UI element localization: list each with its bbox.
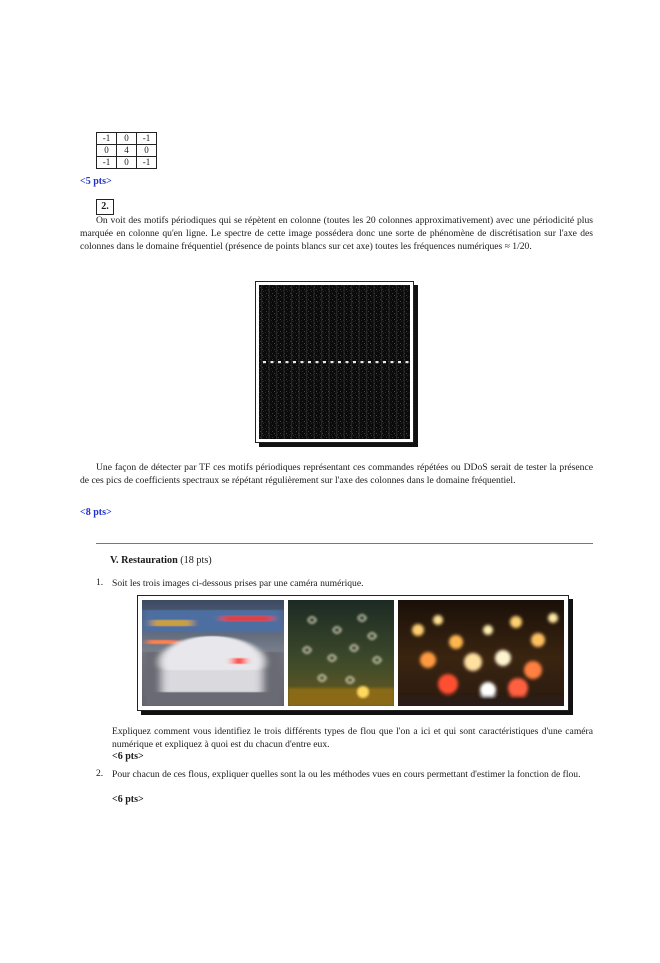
spectrum-peak-dot bbox=[316, 361, 319, 363]
spectrum-peak-dot bbox=[286, 361, 289, 363]
question-number-box: 2. bbox=[96, 199, 114, 215]
matrix-cell: 0 bbox=[97, 145, 117, 157]
spectrum-streak bbox=[306, 285, 307, 439]
motion-blur-photo bbox=[142, 600, 284, 706]
spectrum-streak bbox=[374, 285, 375, 439]
points-label: <5 pts> bbox=[80, 176, 112, 187]
camera-shake-image bbox=[288, 600, 394, 706]
matrix-cell: 0 bbox=[117, 133, 137, 145]
spectrum-peak-dot bbox=[338, 361, 341, 363]
matrix-row bbox=[97, 145, 157, 157]
spectrum-streak bbox=[366, 285, 367, 439]
answer-paragraph: Une façon de détecter par TF ces motifs périodiques représentant ces commandes répétées ou DDoS serait de tester la présence de ces pics de coefficients spectraux se répétant régulièrement sur l'axe des colonnes dans le domaine fréquentiel. bbox=[80, 462, 593, 486]
spectrum-streak bbox=[284, 285, 285, 439]
spectrum-peak-dot bbox=[346, 361, 349, 363]
matrix-cell: -1 bbox=[97, 157, 117, 169]
points-label: <8 pts> bbox=[80, 507, 112, 518]
matrix-row bbox=[97, 133, 157, 145]
blur-images-figure bbox=[137, 595, 569, 711]
spectrum-streak bbox=[381, 285, 382, 439]
answer-paragraph: On voit des motifs périodiques qui se répètent en colonne (toutes les 20 colonnes approximativement) avec une périodicité plus marquée en colonne qu'en ligne. Le spectre de cette image possédera donc une sorte de phénomène de discrétisation sur l'axe des colonnes dans le domaine fréquentiel (présence de points blancs sur cet axe) toutes les fréquences numériques ≈ 1/20. bbox=[80, 215, 593, 252]
section-points: (18 pts) bbox=[180, 555, 212, 566]
spectrum-streak bbox=[351, 285, 352, 439]
matrix-cell: -1 bbox=[97, 133, 117, 145]
spectrum-streak bbox=[261, 285, 262, 439]
spectrum-streak bbox=[276, 285, 277, 439]
matrix-cell: 0 bbox=[137, 145, 157, 157]
spectrum-streak bbox=[404, 285, 405, 439]
spectrum-streak bbox=[336, 285, 337, 439]
fourier-spectrum-image bbox=[259, 285, 410, 439]
spectrum-peak-dot bbox=[263, 361, 266, 363]
section-divider bbox=[96, 543, 593, 544]
spectrum-streak bbox=[359, 285, 360, 439]
points-label: <6 pts> bbox=[112, 751, 144, 762]
spectrum-streak bbox=[299, 285, 300, 439]
list-item-number: 2. bbox=[96, 768, 104, 779]
list-item-text: Soit les trois images ci-dessous prises par une caméra numérique. bbox=[112, 578, 364, 589]
motion-blur-image bbox=[142, 600, 284, 706]
matrix-cell: -1 bbox=[137, 133, 157, 145]
spectrum-peak-dot bbox=[361, 361, 364, 363]
defocus-bokeh-image bbox=[398, 600, 564, 706]
spectrum-streak bbox=[344, 285, 345, 439]
spectrum-peak-dot bbox=[368, 361, 371, 363]
spectrum-peak-dot bbox=[271, 361, 274, 363]
list-item-number: 1. bbox=[96, 577, 104, 588]
spectrum-peak-dot bbox=[383, 361, 386, 363]
spectrum-streak bbox=[269, 285, 270, 439]
spectrum-streak bbox=[321, 285, 322, 439]
list-item-text: Pour chacun de ces flous, expliquer quelles sont la ou les méthodes vues en cours permettant d'estimer la fonction de flou. bbox=[112, 769, 581, 780]
spectrum-streak bbox=[314, 285, 315, 439]
spectrum-peak-dot bbox=[406, 361, 409, 363]
matrix-cell: 4 bbox=[117, 145, 137, 157]
spectrum-peak-dot bbox=[278, 361, 281, 363]
spectrum-streak bbox=[329, 285, 330, 439]
spectrum-streak bbox=[291, 285, 292, 439]
matrix-row bbox=[97, 157, 157, 169]
spectrum-peak-dot bbox=[308, 361, 311, 363]
section-heading bbox=[110, 555, 212, 566]
spectrum-peak-dot bbox=[331, 361, 334, 363]
spectrum-figure bbox=[255, 281, 414, 443]
spectrum-peak-dot bbox=[323, 361, 326, 363]
defocus-blur-photo bbox=[398, 600, 564, 706]
spectrum-peak-dot bbox=[376, 361, 379, 363]
points-label: <6 pts> bbox=[112, 794, 144, 805]
kernel-matrix bbox=[96, 132, 157, 169]
spectrum-peak-dot bbox=[391, 361, 394, 363]
matrix-cell: -1 bbox=[137, 157, 157, 169]
matrix-cell: 0 bbox=[117, 157, 137, 169]
spectrum-peak-dot bbox=[293, 361, 296, 363]
section-title: V. Restauration bbox=[110, 555, 178, 566]
spectrum-peak-dot bbox=[301, 361, 304, 363]
list-item-subtext: Expliquez comment vous identifiez le trois différents types de flou que l'on a ici et qui sont caractéristiques d'une caméra numérique et expliquez à quoi est du chacun d'entre eux. bbox=[112, 726, 593, 750]
spectrum-streak bbox=[389, 285, 390, 439]
spectrum-streak bbox=[396, 285, 397, 439]
shake-blur-photo bbox=[288, 600, 394, 706]
spectrum-peak-dot bbox=[353, 361, 356, 363]
spectrum-peak-dot bbox=[398, 361, 401, 363]
